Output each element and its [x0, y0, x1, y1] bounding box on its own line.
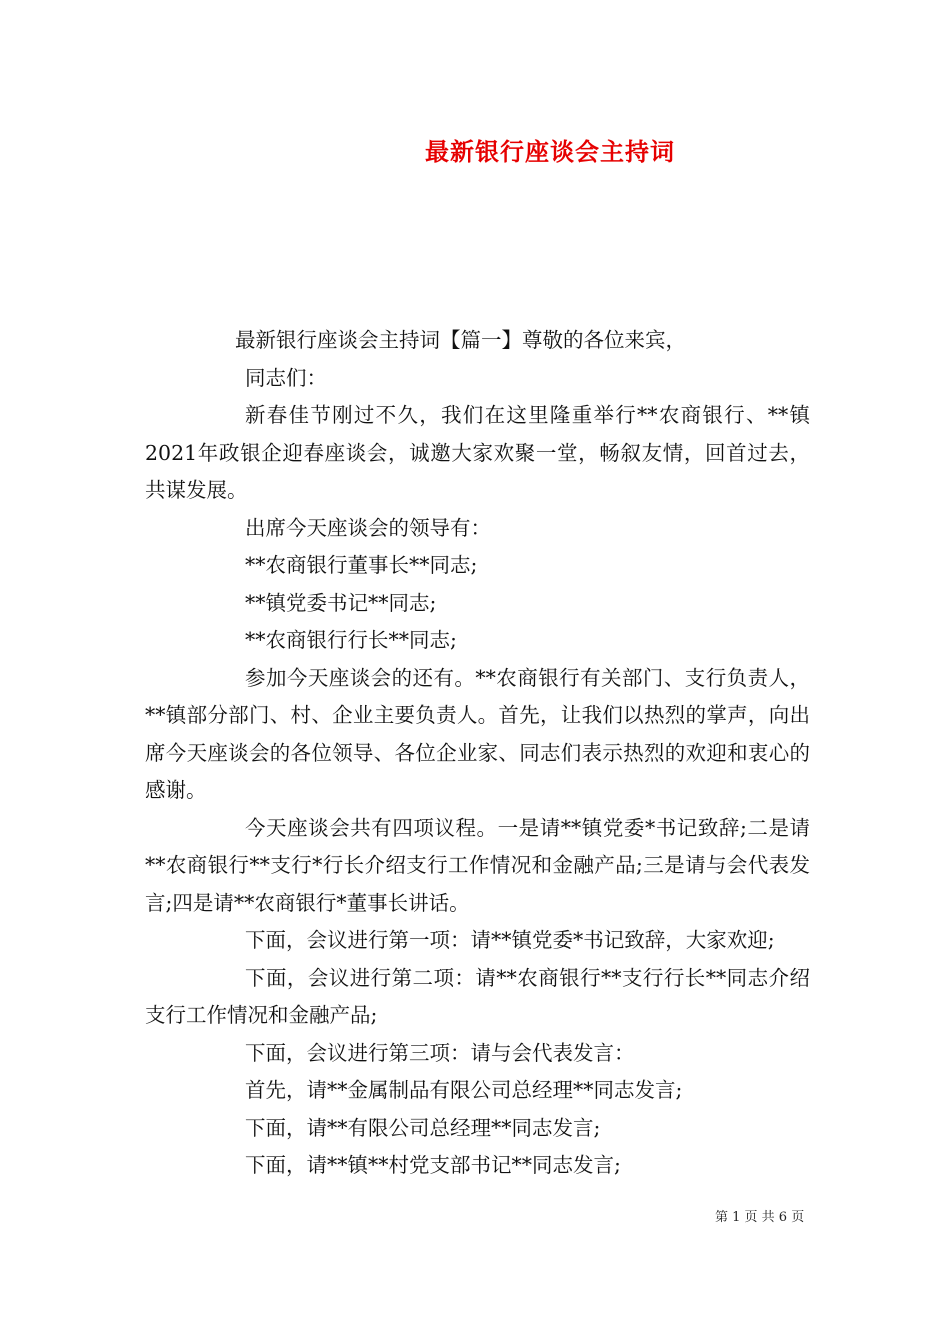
paragraph-leader-secretary: **镇党委书记**同志; [245, 590, 437, 615]
paragraph-greeting: 最新银行座谈会主持词【篇一】尊敬的各位来宾， [235, 328, 686, 352]
paragraph-item-two: 下面，会议进行第二项：请**农商银行**支行行长**同志介绍支行工作情况和金融产品; [145, 965, 810, 1027]
paragraph-item-three: 下面，会议进行第三项：请与会代表发言： [245, 1040, 635, 1065]
paragraph-speaker-three: 下面，请**镇**村党支部书记**同志发言; [245, 1153, 621, 1177]
document-title: 最新银行座谈会主持词 [425, 137, 675, 166]
document-body [145, 322, 810, 1185]
paragraph-comrades: 同志们： [245, 365, 327, 390]
paragraph-speaker-one: 首先，请**金属制品有限公司总经理**同志发言; [245, 1078, 683, 1102]
page-number: 第 1 页 共 6 页 [715, 1210, 805, 1225]
paragraph-item-one: 下面，会议进行第一项：请**镇党委*书记致辞，大家欢迎; [245, 928, 775, 952]
paragraph-speaker-two: 下面，请**有限公司总经理**同志发言; [245, 1115, 601, 1140]
paragraph-agenda: 今天座谈会共有四项议程。一是请**镇党委*书记致辞;二是请**农商银行**支行*行长介绍支行工作情况和金融产品;三是请与会代表发言;四是请**农商银行*董事长讲话。 [145, 815, 810, 915]
paragraph-opening: 新春佳节刚过不久，我们在这里隆重举行**农商银行、**镇2021年政银企迎春座谈会，诚邀大家欢聚一堂，畅叙友情，回首过去，共谋发展。 [145, 403, 810, 502]
paragraph-leader-president: **农商银行行长**同志; [245, 628, 457, 652]
paragraph-attendees: 参加今天座谈会的还有。**农商银行有关部门、支行负责人，**镇部分部门、村、企业主要负责人。首先，让我们以热烈的掌声，向出席今天座谈会的各位领导、各位企业家、同志们表示热烈的欢迎和衷心的感谢。 [145, 665, 810, 802]
paragraph-leader-chairman: **农商银行董事长**同志; [245, 553, 478, 577]
paragraph-leaders-intro: 出席今天座谈会的领导有： [245, 515, 491, 540]
